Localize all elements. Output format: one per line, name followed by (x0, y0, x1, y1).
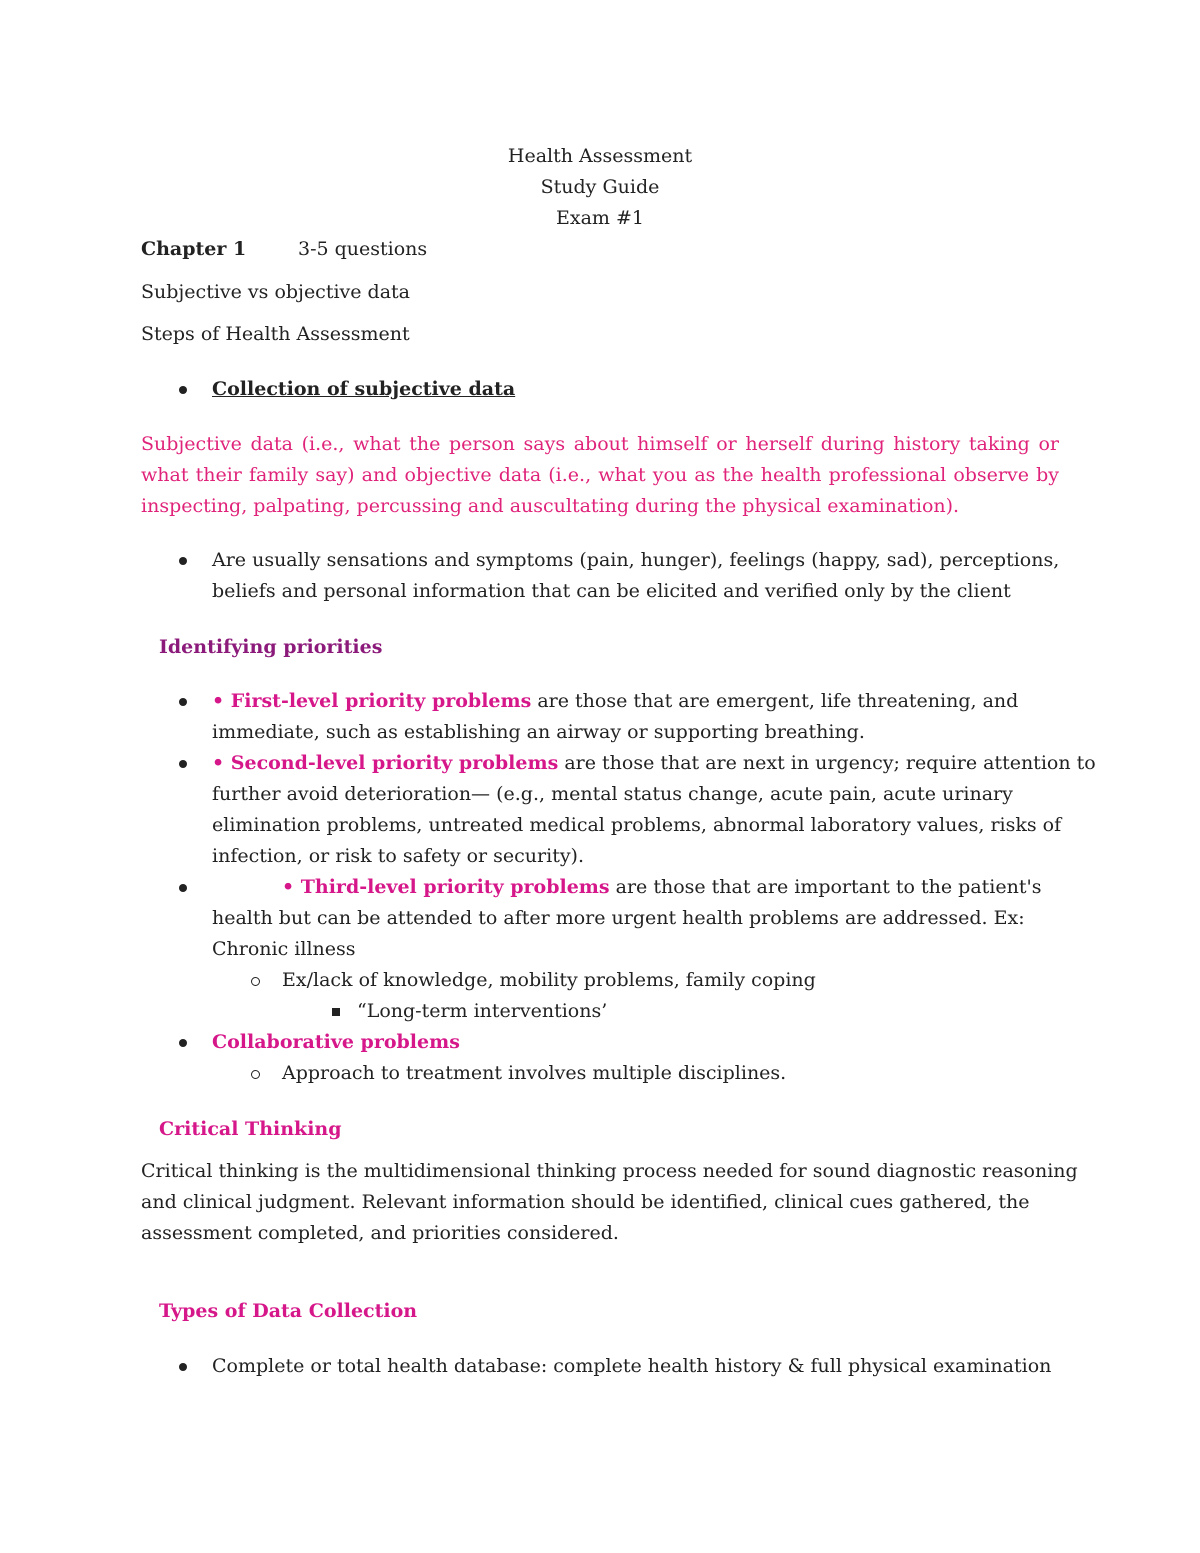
second-level-line-4: infection, or risk to safety or security). (212, 845, 585, 867)
second-level-line-2: further avoid deterioration— (e.g., mental status change, acute pain, acute urinary (212, 783, 1013, 805)
second-level-label: • Second-level priority problems (212, 752, 559, 774)
collaborative-sub-item: Approach to treatment involves multiple disciplines. (282, 1062, 787, 1084)
first-level-line-2: immediate, such as establishing an airway or supporting breathing. (212, 721, 865, 743)
third-level-line-2: health but can be attended to after more urgent health problems are addressed. Ex: (212, 907, 1025, 929)
third-level-line-3: Chronic illness (212, 938, 356, 960)
bullet-dot (179, 386, 187, 394)
types-heading: Types of Data Collection (159, 1300, 418, 1322)
subjective-bullet-line-2: beliefs and personal information that can be elicited and verified only by the client (212, 580, 1011, 602)
bullet-square (332, 1008, 340, 1016)
third-level-line-1 (282, 872, 1041, 903)
bullet-dot (179, 557, 187, 565)
doc-exam-label: Exam #1 (556, 207, 644, 229)
bullet-dot (179, 698, 187, 706)
bullet-dot (179, 760, 187, 768)
bullet-dot (179, 1363, 187, 1371)
third-level-text: are those that are important to the patient's (609, 876, 1042, 898)
chapter-label: Chapter 1 (141, 238, 247, 260)
doc-title: Health Assessment (507, 145, 693, 167)
third-level-sub-sub-item: “Long-term interventions’ (357, 1000, 608, 1022)
critical-thinking-line-1: Critical thinking is the multidimensional thinking process needed for sound diagnostic reasoning (141, 1160, 1078, 1182)
first-level-label: • First-level priority problems (212, 690, 532, 712)
bullet-dot (179, 884, 187, 892)
bullet-ring (251, 977, 260, 986)
doc-subtitle: Study Guide (540, 176, 660, 198)
first-level-line-1 (212, 686, 1018, 717)
subjective-bullet-line-1: Are usually sensations and symptoms (pain, hunger), feelings (happy, sad), perceptions, (212, 549, 1060, 571)
collection-heading: Collection of subjective data (212, 378, 516, 400)
chapter-questions: 3-5 questions (298, 238, 428, 260)
bullet-ring (251, 1070, 260, 1079)
topic-subjective-vs-objective: Subjective vs objective data (141, 281, 411, 303)
types-bullet-1: Complete or total health database: complete health history & full physical examination (212, 1355, 1052, 1377)
critical-thinking-line-2: and clinical judgment. Relevant information should be identified, clinical cues gathered, the (141, 1191, 1030, 1213)
third-level-label: • Third-level priority problems (282, 876, 610, 898)
collaborative-problems-label: Collaborative problems (212, 1031, 460, 1053)
critical-thinking-line-3: assessment completed, and priorities considered. (141, 1222, 619, 1244)
second-level-line-1 (212, 748, 1096, 779)
first-level-text: are those that are emergent, life threatening, and (531, 690, 1019, 712)
second-level-text: are those that are next in urgency; require attention to (558, 752, 1096, 774)
subjective-data-definition: Subjective data (i.e., what the person says about himself or herself during history taking or what their family say) and objective data (i.e., what you as the health professional observe by inspecting, palpating, percussing and auscultating during the physical examination). (141, 433, 1059, 517)
bullet-dot (179, 1039, 187, 1047)
priorities-heading: Identifying priorities (159, 636, 383, 658)
second-level-line-3: elimination problems, untreated medical problems, abnormal laboratory values, risks of (212, 814, 1062, 836)
topic-steps: Steps of Health Assessment (141, 323, 410, 345)
third-level-sub-item: Ex/lack of knowledge, mobility problems, family coping (282, 969, 816, 991)
critical-thinking-heading: Critical Thinking (159, 1118, 342, 1140)
